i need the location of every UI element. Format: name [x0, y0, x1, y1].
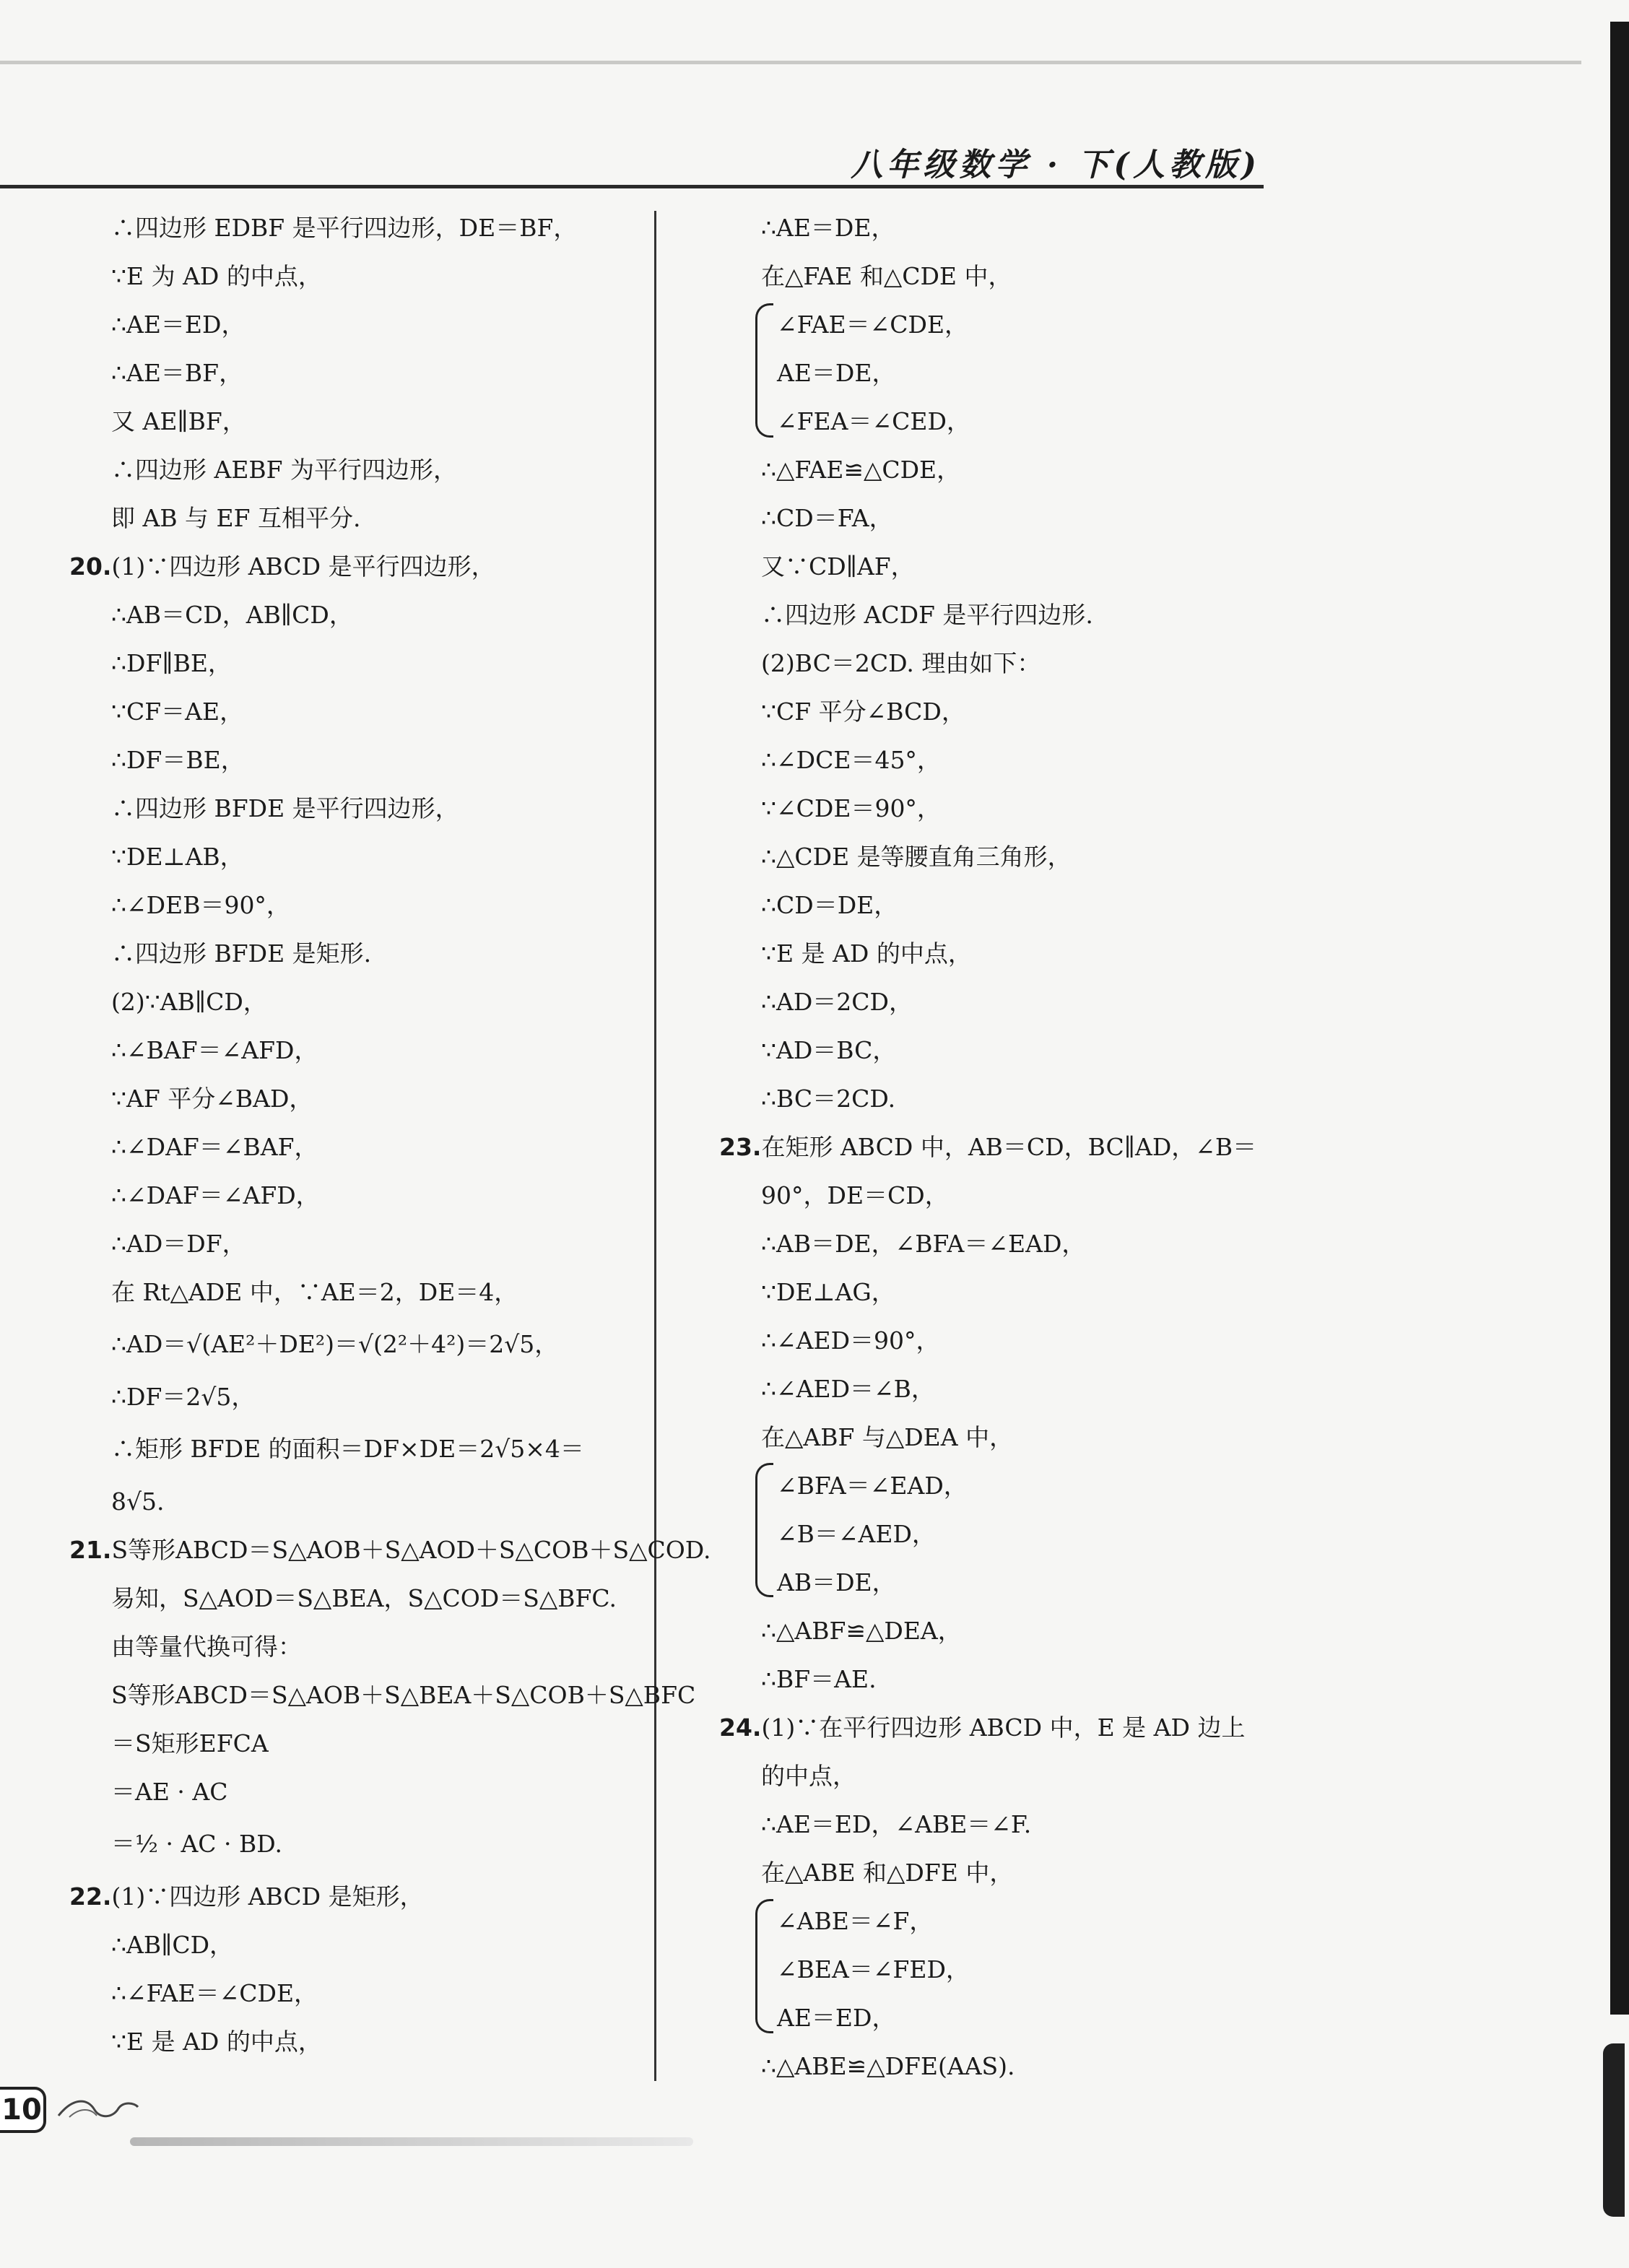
text-line: ∠FAE＝∠CDE， [777, 310, 969, 339]
text-line: (1)∵在平行四边形 ABCD 中，E 是 AD 边上 [761, 1713, 1246, 1742]
text-line: ∵E 是 AD 的中点， [111, 2028, 322, 2056]
text-line: ＝½ · AC · BD. [111, 1830, 283, 1858]
text-line: ∴矩形 BFDE 的面积＝DF×DE＝2√5×4＝ [111, 1435, 584, 1463]
text-line: ∴AE＝DE， [761, 214, 895, 242]
text-line: (1)∵四边形 ABCD 是平行四边形， [111, 552, 495, 581]
text-line: ∴CD＝DE， [761, 891, 898, 919]
text-line: ∴∠DCE＝45°， [761, 746, 941, 774]
text-line: ∵E 是 AD 的中点， [761, 939, 972, 968]
text-line: 在 Rt△ADE 中，∵AE＝2，DE＝4， [111, 1278, 518, 1306]
text-line: ∵∠CDE＝90°， [761, 794, 941, 822]
text-line: AE＝DE， [777, 359, 896, 387]
text-line: ∴四边形 BFDE 是平行四边形， [111, 794, 459, 822]
text-line: ∴∠DEB＝90°， [111, 891, 290, 919]
text-line: ∵DE⊥AG， [761, 1278, 895, 1306]
text-line: ∠ABE＝∠F， [777, 1907, 934, 1935]
text-line: ∴BF＝AE. [761, 1665, 877, 1693]
text-line: ∴四边形 EDBF 是平行四边形，DE＝BF， [111, 214, 578, 242]
text-line: 在矩形 ABCD 中，AB＝CD，BC∥AD，∠B＝ [761, 1133, 1257, 1161]
text-line: AB＝DE， [777, 1568, 896, 1596]
question-line [69, 1526, 711, 1574]
question-line [719, 1123, 1282, 1171]
text-line: ∠BEA＝∠FED， [777, 1955, 970, 1984]
text-line: ∴DF＝BE， [111, 746, 245, 774]
text-line: ∴△FAE≌△CDE， [761, 456, 961, 484]
page-number: 10 [0, 2087, 46, 2133]
text-line: 在△ABE 和△DFE 中， [761, 1859, 1014, 1887]
question-line [719, 1703, 1282, 1752]
text-line: ＝AE · AC [111, 1778, 228, 1806]
text-line: 的中点， [761, 1762, 856, 1790]
column-divider [654, 211, 656, 2081]
footer-ornament-icon [55, 2094, 142, 2123]
brace-mark [755, 303, 773, 438]
text-line: ∴四边形 ACDF 是平行四边形. [761, 601, 1093, 629]
right-column [719, 204, 1282, 2090]
text-line: ∴AE＝ED， [111, 310, 246, 339]
text-line: ∵DE⊥AB， [111, 843, 244, 871]
text-line: 由等量代换可得： [111, 1633, 302, 1661]
footer-bar [130, 2137, 693, 2146]
text-line: ∴AE＝ED，∠ABE＝∠F. [761, 1810, 1032, 1838]
question-number: 21. [69, 1536, 112, 1564]
header-rule [0, 185, 1264, 188]
question-line [69, 1872, 640, 1921]
text-line: ∴∠AED＝90°， [761, 1326, 940, 1355]
text-line: ∴四边形 BFDE 是矩形. [111, 939, 372, 968]
brace-mark [755, 1463, 773, 1597]
text-line: (2)∵AB∥CD， [111, 988, 267, 1016]
text-line: ∴∠DAF＝∠AFD， [111, 1181, 320, 1209]
text-line: 在△FAE 和△CDE 中， [761, 262, 1012, 290]
text-line: ∠FEA＝∠CED， [777, 407, 970, 435]
text-line: S等形ABCD＝S△AOB＋S△AOD＋S△COB＋S△COD. [111, 1536, 711, 1564]
text-line: ∴△ABF≌△DEA， [761, 1617, 962, 1645]
binding-edge-lower [1603, 2043, 1625, 2217]
text-line: ∴AD＝2CD， [761, 988, 913, 1016]
text-line: ∠BFA＝∠EAD， [777, 1472, 968, 1500]
text-line: ∴AB＝DE，∠BFA＝∠EAD， [761, 1230, 1086, 1258]
question-number: 24. [719, 1713, 762, 1742]
text-line: ∴BC＝2CD. [761, 1085, 896, 1113]
text-line: ∴△CDE 是等腰直角三角形， [761, 843, 1072, 871]
brace-mark [755, 1899, 773, 2033]
text-line: ∴AD＝√(AE²＋DE²)＝√(2²＋4²)＝2√5， [111, 1330, 559, 1358]
text-line: ＝S矩形EFCA [111, 1729, 269, 1758]
text-line: ∵AD＝BC， [761, 1036, 897, 1064]
text-line: ∵CF 平分∠BCD， [761, 698, 965, 726]
text-line: 又∵CD∥AF， [761, 552, 915, 581]
text-line: (1)∵四边形 ABCD 是矩形， [111, 1882, 424, 1911]
text-line: 即 AB 与 EF 互相平分. [111, 504, 361, 532]
text-line: ∴CD＝FA， [761, 504, 893, 532]
top-rule [0, 61, 1581, 64]
text-line: ∴△ABE≌△DFE(AAS). [761, 2052, 1015, 2080]
text-line: 又 AE∥BF， [111, 407, 246, 435]
text-line: ∴AE＝BF， [111, 359, 243, 387]
text-line: (2)BC＝2CD. 理由如下： [761, 649, 1041, 677]
text-line: AE＝ED， [777, 2004, 896, 2032]
text-line: ∴AB＝CD，AB∥CD， [111, 601, 353, 629]
left-column [69, 204, 711, 2066]
text-line: ∴∠DAF＝∠BAF， [111, 1133, 318, 1161]
text-line: ∵CF＝AE， [111, 698, 244, 726]
text-line: ∠B＝∠AED， [777, 1520, 936, 1548]
text-line: ∴AD＝DF， [111, 1230, 246, 1258]
text-line: ∴AB∥CD， [111, 1931, 234, 1959]
question-number: 22. [69, 1882, 112, 1911]
question-line [69, 542, 640, 591]
text-line: ∴∠FAE＝∠CDE， [111, 1979, 318, 2007]
text-line: 易知，S△AOD＝S△BEA，S△COD＝S△BFC. [111, 1584, 617, 1612]
question-number: 20. [69, 552, 112, 581]
text-line: ∴DF∥BE， [111, 649, 232, 677]
text-line: ∴∠AED＝∠B， [761, 1375, 935, 1403]
text-line: 8√5. [111, 1487, 165, 1516]
text-line: ∵AF 平分∠BAD， [111, 1085, 313, 1113]
text-line: 90°，DE＝CD， [761, 1181, 949, 1209]
question-number: 23. [719, 1133, 762, 1161]
text-line: ∵E 为 AD 的中点， [111, 262, 322, 290]
text-line: ∴DF＝2√5， [111, 1383, 256, 1411]
binding-edge [1610, 22, 1629, 2015]
text-line: ∴四边形 AEBF 为平行四边形， [111, 456, 458, 484]
text-line: S等形ABCD＝S△AOB＋S△BEA＋S△COB＋S△BFC [111, 1681, 696, 1709]
text-line: 在△ABF 与△DEA 中， [761, 1423, 1014, 1451]
text-line: ∴∠BAF＝∠AFD， [111, 1036, 318, 1064]
page-header: 八年级数学 · 下(人教版) [851, 147, 1261, 183]
